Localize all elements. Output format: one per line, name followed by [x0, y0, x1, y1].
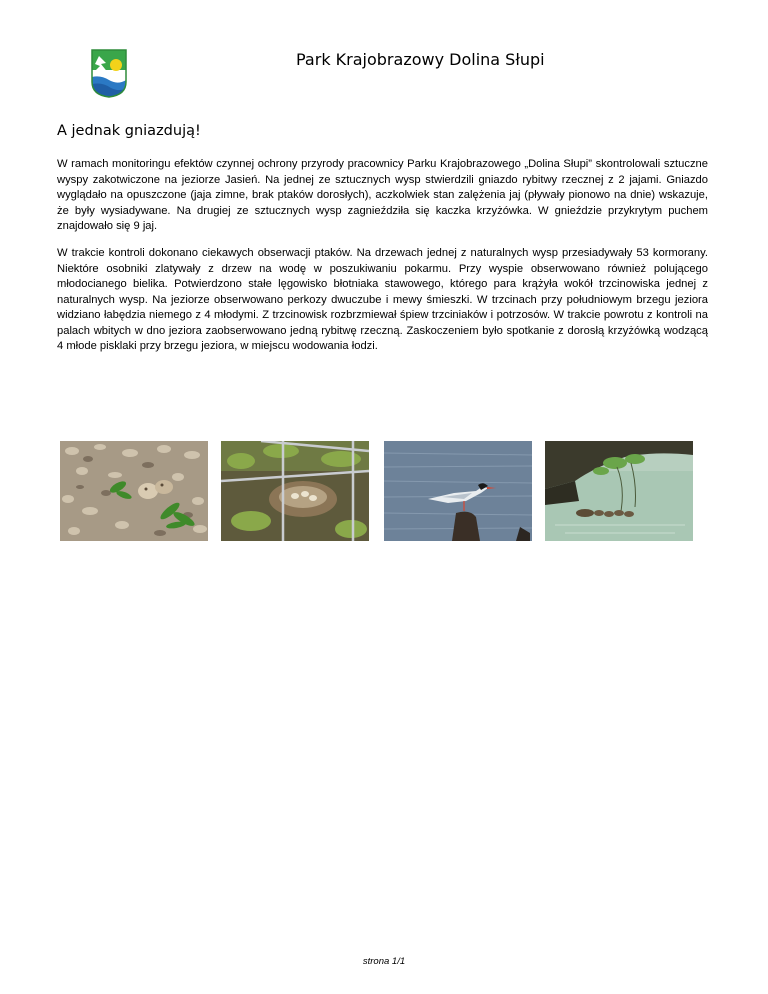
site-title: Park Krajobrazowy Dolina Słupi — [296, 50, 545, 69]
article-paragraph: W ramach monitoringu efektów czynnej ochrony przyrody pracownicy Parku Krajobrazowego „Dolina Słupi” skontrolowali sztuczne wyspy zakotwiczone na jeziorze Jasień. Na jednej ze sztucznych wysp stwierdzili gniazdo rybitwy rzecznej z 2 jajami. Gniazdo wyglądało na opuszczone (jaja zimne, brak ptaków dorosłych), aczkolwiek stan zalężenia jaj (pływały pionowo na dnie) wskazuje, że były wysiadywane. Na drugiej ze sztucznych wysp zagnieździła się kaczka krzyżówka. W gnieździe przykrytym puchem znajdowało się 9 jaj. — [57, 158, 708, 232]
photo-duck-nest-on-island[interactable] — [221, 441, 369, 541]
page-number: strona 1/1 — [362, 956, 406, 967]
photo-tern-eggs-on-gravel[interactable] — [60, 441, 208, 541]
photo-tern-on-post[interactable] — [384, 441, 532, 541]
photo-gallery — [0, 441, 768, 541]
photo-mallard-with-ducklings[interactable] — [545, 441, 693, 541]
article-title: A jednak gniazdują! — [57, 123, 201, 139]
park-logo-icon — [89, 48, 129, 98]
article-paragraph: W trakcie kontroli dokonano ciekawych obserwacji ptaków. Na drzewach jednej z naturalnych wysp przesiadywały 53 kormorany. Niektóre osobniki zlatywały z drzew na wodę w poszukiwaniu pokarmu. Przy wyspie obserwowano również polującego młodocianego bielika. Potwierdzono stałe lęgowisko błotniaka stawowego, którego para krążyła wokół trzcinowiska jednej z naturalnych wysp. Na jeziorze obserwowano perkozy dwuczube i mewy śmieszki. W trzcinach przy południowym brzegu jeziora widziano łabędzia niemego z 4 młodymi. Z trzcinowisk rozbrzmiewał śpiew trzciniaków i potrzosów. W trakcie powrotu z kontroli na palach wbitych w dno jeziora zaobserwowano jedną rybitwę rzeczną. Zaskoczeniem było spotkanie z dorosłą krzyżówką wodzącą 4 młode pisklaki przy brzegu jeziora, w miejscu wodowania łodzi. — [57, 247, 708, 352]
